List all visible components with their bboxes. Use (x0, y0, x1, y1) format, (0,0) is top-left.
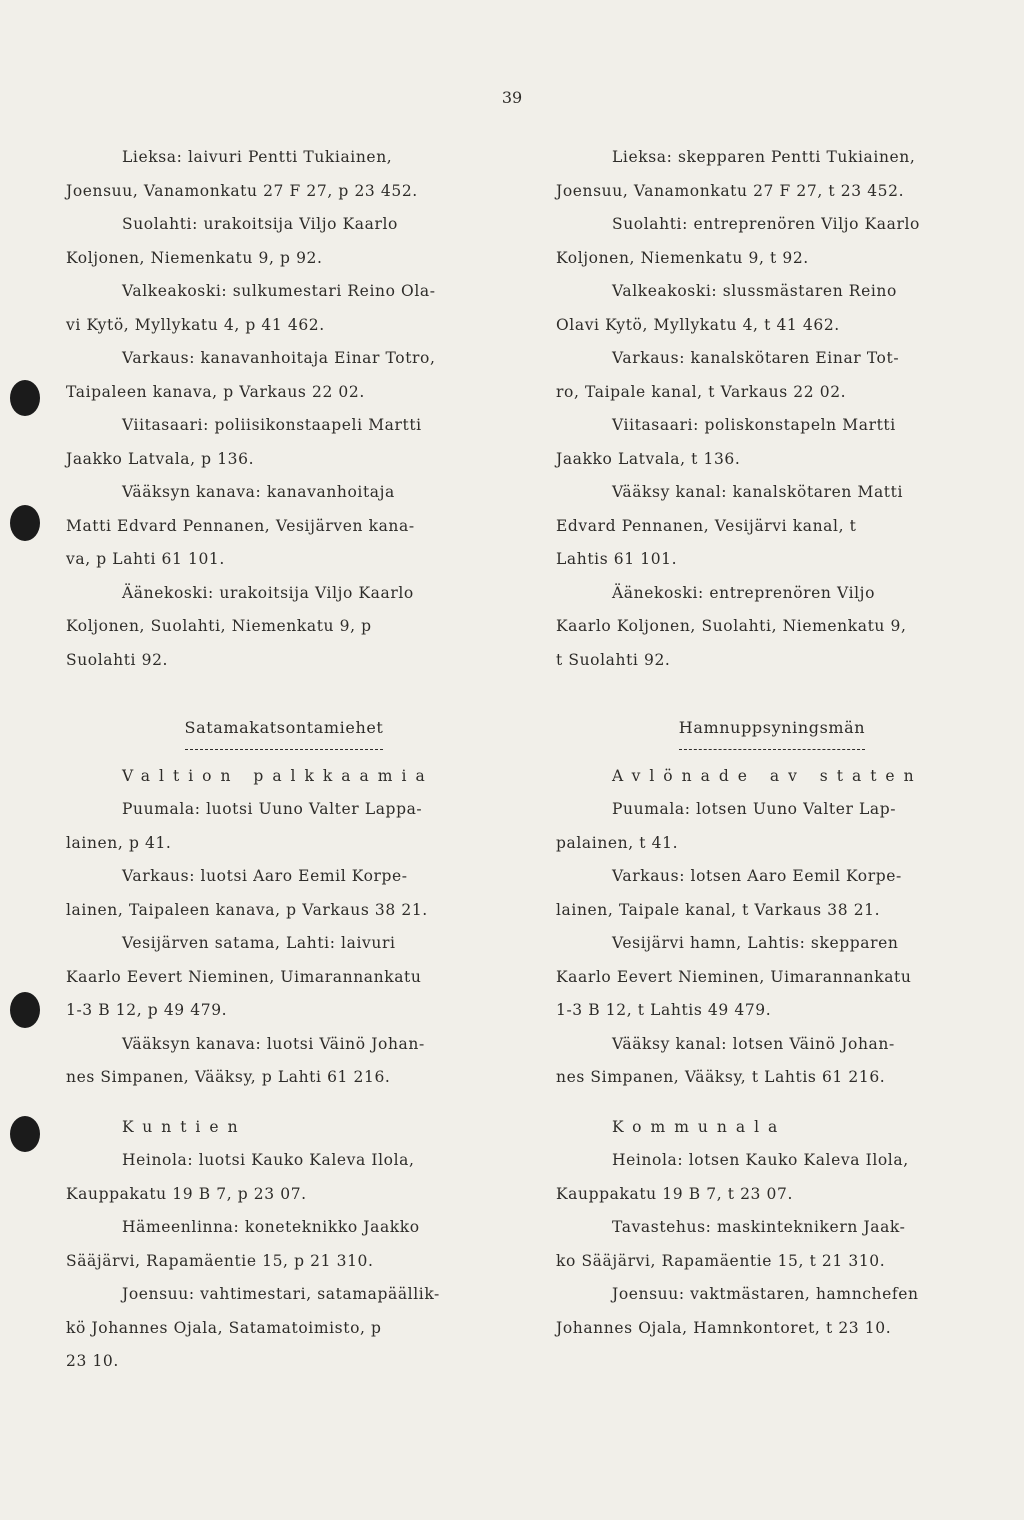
entry-joensuu: Joensuu: vahtimestari, satamapäällik- kö Johannes Ojala, Satamatoimisto, p (66, 1285, 440, 1337)
entry-vesijarvi: Vesijärven satama, Lahti: laivuri Kaarlo Eevert Nieminen, Uimarannankatu 1-3 B 12, p 49 479. (66, 934, 422, 1019)
entry-vaaksy: Vääksyn kanava: kanavanhoitaja Matti Edvard Pennanen, Vesijärven kana- va, p Lahti 61 101. (66, 483, 415, 568)
subheading-municipal: Kuntien (122, 1117, 247, 1136)
entry-vaaksy-harbor: Vääksyn kanava: luotsi Väinö Johan- nes Simpanen, Vääksy, p Lahti 61 216. (66, 1034, 425, 1086)
entry-valkeakoski: Valkeakoski: sulkumestari Reino Ola- vi Kytö, Myllykatu 4, p 41 462. (66, 282, 436, 334)
subheading-municipal: Kommunala (612, 1117, 787, 1136)
entry-joensuu: Joensuu: vaktmästaren, hamnchefen Johannes Ojala, Hamnkontoret, t 23 10. (556, 1285, 919, 1337)
entry-suolahti: Suolahti: entreprenören Viljo Kaarlo Koljonen, Niemenkatu 9, t 92. (556, 215, 920, 267)
binder-hole (10, 1116, 40, 1152)
entry-hameenlinna: Hämeenlinna: koneteknikko Jaakko Sääjärvi, Rapamäentie 15, p 21 310. (66, 1218, 420, 1270)
section-heading: Hamnuppsyningsmän (556, 711, 988, 750)
binder-hole (10, 380, 40, 416)
entry-heinola: Heinola: lotsen Kauko Kaleva Ilola, Kauppakatu 19 B 7, t 23 07. (556, 1151, 909, 1203)
entry-aanekoski: Äänekoski: entreprenören Viljo Kaarlo Koljonen, Suolahti, Niemenkatu 9, t Suolahti 92. (556, 583, 907, 669)
entry-valkeakoski: Valkeakoski: slussmästaren Reino Olavi Kytö, Myllykatu 4, t 41 462. (556, 282, 897, 334)
swedish-column (556, 141, 988, 1345)
entry-puumala: Puumala: luotsi Uuno Valter Lappa- lainen, p 41. (66, 800, 423, 852)
entry-aanekoski: Äänekoski: urakoitsija Viljo Kaarlo Koljonen, Suolahti, Niemenkatu 9, p Suolahti 92. (66, 583, 414, 669)
entry-varkaus: Varkaus: kanalskötaren Einar Tot- ro, Taipale kanal, t Varkaus 22 02. (556, 349, 900, 401)
entry-viitasaari: Viitasaari: poliskonstapeln Martti Jaakko Latvala, t 136. (556, 416, 896, 468)
entry-heinola: Heinola: luotsi Kauko Kaleva Ilola, Kauppakatu 19 B 7, p 23 07. (66, 1151, 415, 1203)
entry-vaaksy: Vääksy kanal: kanalskötaren Matti Edvard Pennanen, Vesijärvi kanal, t Lahtis 61 101. (556, 483, 904, 568)
section-heading: Satamakatsontamiehet (66, 711, 502, 750)
page-number: 39 (501, 88, 523, 107)
entry-viitasaari: Viitasaari: poliisikonstaapeli Martti Jaakko Latvala, p 136. (66, 416, 422, 468)
subheading-state: Avlönade av staten (612, 766, 923, 785)
subheading-state: Valtion palkkaamia (122, 766, 434, 785)
entry-vaaksy-harbor: Vääksy kanal: lotsen Väinö Johan- nes Simpanen, Vääksy, t Lahtis 61 216. (556, 1034, 895, 1086)
entry-varkaus-harbor: Varkaus: lotsen Aaro Eemil Korpe- lainen, Taipale kanal, t Varkaus 38 21. (556, 867, 902, 919)
entry-vesijarvi: Vesijärvi hamn, Lahtis: skepparen Kaarlo Eevert Nieminen, Uimarannankatu 1-3 B 12, t Lahtis 49 479. (556, 934, 912, 1019)
entry-varkaus-harbor: Varkaus: luotsi Aaro Eemil Korpe- lainen, Taipaleen kanava, p Varkaus 38 21. (66, 867, 428, 919)
finnish-column (66, 141, 502, 1379)
binder-hole (10, 992, 40, 1028)
entry-lieksa: Lieksa: laivuri Pentti Tukiainen, Joensuu, Vanamonkatu 27 F 27, p 23 452. (66, 148, 418, 200)
entry-tavastehus: Tavastehus: maskinteknikern Jaak- ko Sääjärvi, Rapamäentie 15, t 21 310. (556, 1218, 906, 1270)
entry-varkaus: Varkaus: kanavanhoitaja Einar Totro, Taipaleen kanava, p Varkaus 22 02. (66, 349, 436, 401)
entry-puumala: Puumala: lotsen Uuno Valter Lap- palainen, t 41. (556, 800, 897, 852)
binder-hole (10, 505, 40, 541)
entry-lieksa: Lieksa: skepparen Pentti Tukiainen, Joensuu, Vanamonkatu 27 F 27, t 23 452. (556, 148, 916, 200)
entry-suolahti: Suolahti: urakoitsija Viljo Kaarlo Koljonen, Niemenkatu 9, p 92. (66, 215, 398, 267)
entry-joensuu-tail: 23 10. (66, 1352, 119, 1370)
